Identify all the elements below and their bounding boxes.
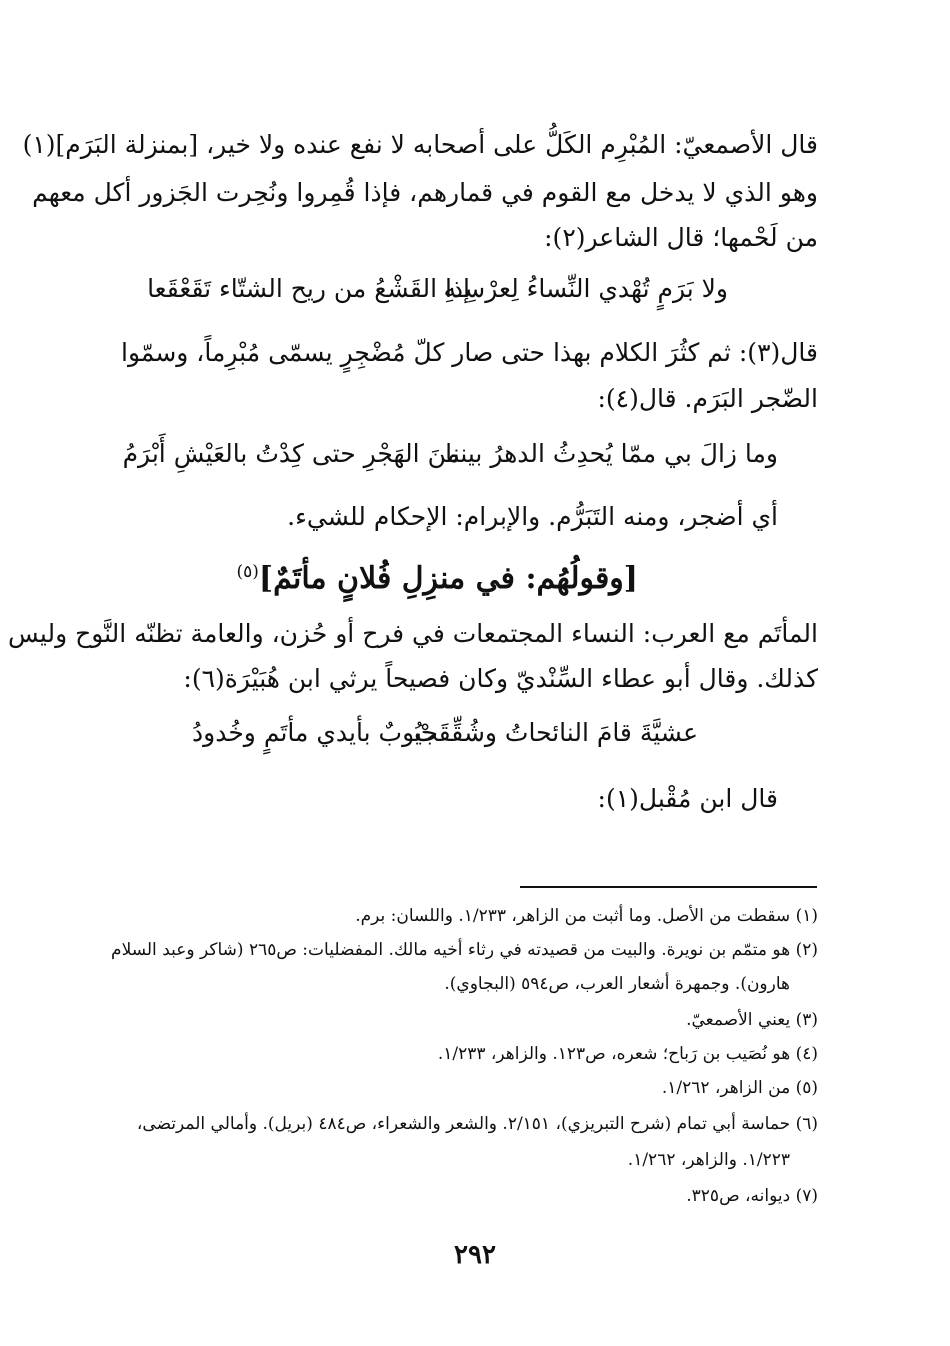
footnote-2: (٢) هو متمّم بن نويرة. والبيت من قصيدته في رثاء أخيه مالك. المفضليات: ص٢٦٥ (شاكر وعبد السلام	[111, 940, 818, 960]
footnote-separator	[520, 886, 817, 888]
footnote-4: (٤) هو نُصَيب بن رَباح؛ شعره، ص١٢٣. والزاهر، ١/٢٣٣.	[437, 1044, 818, 1064]
footnote-6: (٦) حماسة أبي تمام (شرح التبريزي)، ٢/١٥١. والشعر والشعراء، ص٤٨٤ (بريل). وأمالي المرتضى،	[136, 1114, 818, 1134]
verse-2-first-hemistich: وما زالَ بي ممّا يُحدِثُ الدهرُ بيننا	[445, 439, 778, 468]
footnote-2-continued: هارون). وجمهرة أشعار العرب، ص٥٩٤ (البجاوي).	[444, 974, 790, 994]
paragraph-4-line-2: كذلك. وقال أبو عطاء السِّنْديّ وكان فصيحاً يرثي ابن هُبَيْرَة(٦):	[183, 664, 818, 693]
footnote-7: (٧) ديوانه، ص٣٢٥.	[686, 1186, 818, 1206]
paragraph-1-line-2: وهو الذي لا يدخل مع القوم في قمارهم، فإذا قُمِروا ونُحِرت الجَزور أكل معهم	[32, 178, 818, 207]
paragraph-2-line-2: الضّجر البَرَم. قال(٤):	[597, 384, 818, 413]
page-number: ٢٩٢	[454, 1240, 496, 1270]
paragraph-5: قال ابن مُقْبل(١):	[597, 784, 778, 813]
verse-1-first-hemistich: ولا بَرَمٍ تُهْدي النِّساءُ لِعرْسِـهِ	[443, 274, 728, 303]
section-heading-footnote-ref: (٥)	[236, 562, 259, 582]
paragraph-3: أي أضجر، ومنه التَبَرُّم. والإبرام: الإحكام للشيء.	[287, 502, 778, 531]
section-heading-text: [وقولُهُم: في منزِلِ فُلانٍ مأتَمٌ]	[258, 561, 638, 596]
paragraph-2-line-1: قال(٣): ثم كثُرَ الكلام بهذا حتى صار كلّ مُضْجِرٍ يسمّى مُبْرِماً، وسمّوا	[121, 338, 818, 367]
footnote-5: (٥) من الزاهر، ١/٢٦٢.	[661, 1078, 818, 1098]
section-heading	[236, 552, 638, 599]
paragraph-1-line-1: قال الأصمعيّ: المُبْرِم الكَلُّ على أصحابه لا نفع عنده ولا خير، [بمنزلة البَرَم](١)	[22, 130, 818, 159]
verse-2-second-hemistich: منَ الهَجْرِ حتى كِدْتُ بالعَيْشِ أَبْرَمُ	[122, 439, 460, 468]
verse-3-second-hemistich: جيُوبٌ بأيدي مأتَمٍ وخُدودُ	[192, 718, 438, 747]
verse-3-first-hemistich: عشيَّةَ قامَ النائحاتُ وشُقِّقَتْ	[414, 718, 698, 747]
footnote-1: (١) سقطت من الأصل. وما أثبت من الزاهر، ١/٢٣٣. واللسان: برم.	[355, 906, 818, 926]
verse-1-second-hemistich: إذا القَشْعُ من ريح الشتّاء تَقَعْقَعا	[147, 274, 470, 303]
paragraph-1-line-3: من لَحْمها؛ قال الشاعر(٢):	[544, 223, 818, 252]
footnote-6-continued: ١/٢٢٣. والزاهر، ١/٢٦٢.	[627, 1150, 790, 1170]
paragraph-4-line-1: المأتَم مع العرب: النساء المجتمعات في فرح أو حُزن، والعامة تظنّه النَّوح وليس	[8, 619, 818, 648]
footnote-3: (٣) يعني الأصمعيّ.	[686, 1010, 818, 1030]
